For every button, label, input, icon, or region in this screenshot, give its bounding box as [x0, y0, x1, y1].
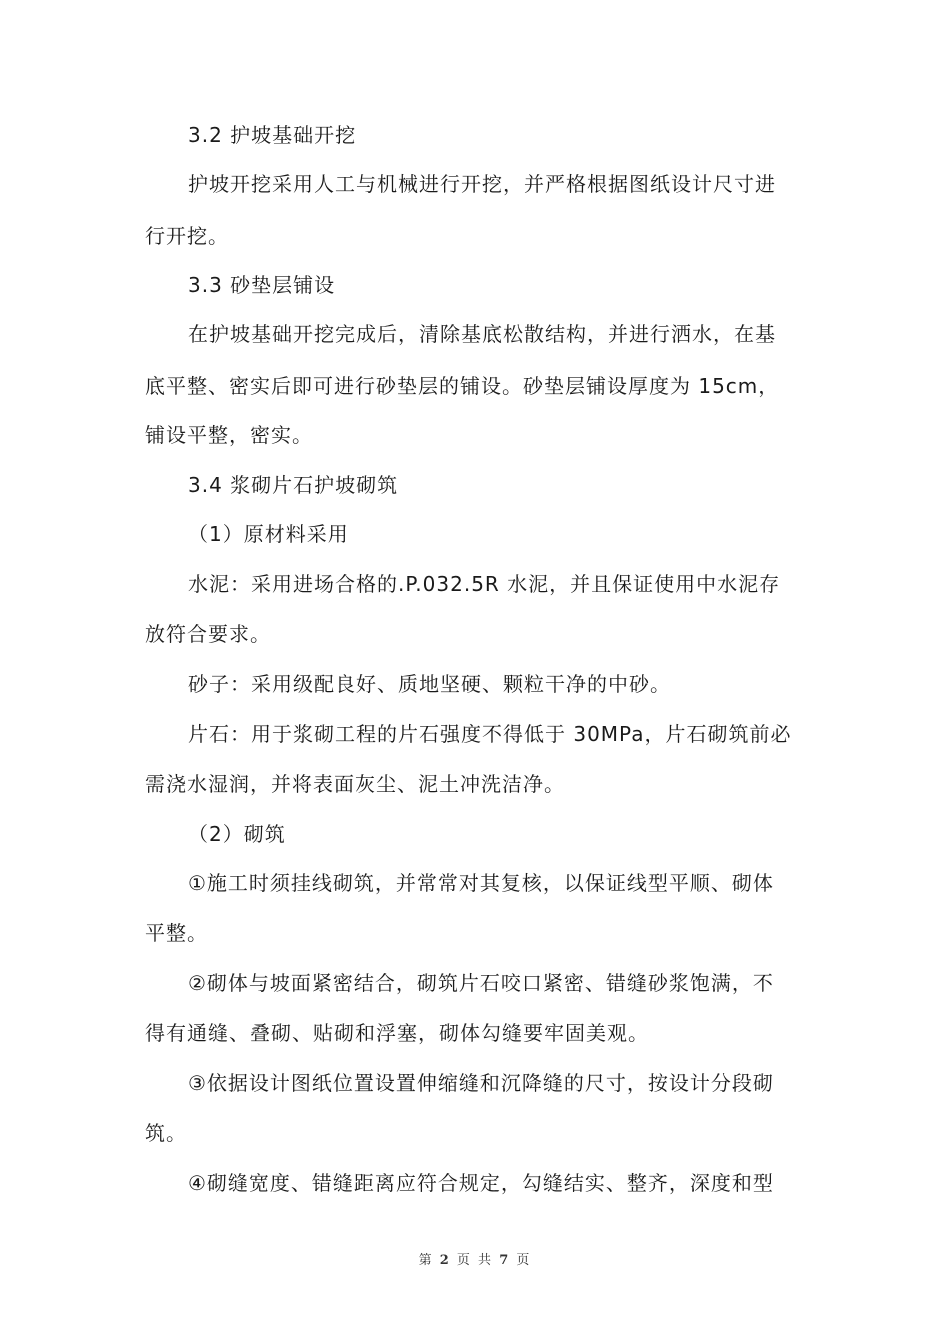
- paragraph-line: 在护坡基础开挖完成后，清除基底松散结构，并进行洒水，在基: [188, 322, 776, 346]
- current-page-number: 2: [439, 1253, 451, 1268]
- paragraph-line: 底平整、密实后即可进行砂垫层的铺设。砂垫层铺设厚度为 15cm，: [145, 374, 780, 398]
- total-page-number: 7: [499, 1253, 511, 1268]
- list-item-line: ②砌体与坡面紧密结合，砌筑片石咬口紧密、错缝砂浆饱满，不: [188, 971, 774, 995]
- paragraph-line: 砂子：采用级配良好、质地坚硬、颗粒干净的中砂。: [188, 672, 671, 696]
- footer-suffix: 页: [516, 1253, 532, 1268]
- paragraph-line: 铺设平整，密实。: [145, 423, 313, 447]
- list-item-line: ①施工时须挂线砌筑，并常常对其复核，以保证线型平顺、砌体: [188, 871, 774, 895]
- subsection-heading: （1）原材料采用: [188, 522, 349, 546]
- paragraph-line: 水泥：采用进场合格的.P.032.5R 水泥，并且保证使用中水泥存: [188, 572, 781, 596]
- paragraph-line: 需浇水湿润，并将表面灰尘、泥土冲洗洁净。: [145, 772, 565, 796]
- section-heading: 3.3 砂垫层铺设: [188, 273, 336, 297]
- list-item-line: ④砌缝宽度、错缝距离应符合规定，勾缝结实、整齐，深度和型: [188, 1171, 774, 1195]
- subsection-heading: （2）砌筑: [188, 822, 286, 846]
- section-heading: 3.4 浆砌片石护坡砌筑: [188, 473, 399, 497]
- list-item-line: ③依据设计图纸位置设置伸缩缝和沉降缝的尺寸，按设计分段砌: [188, 1071, 774, 1095]
- list-item-line: 筑。: [145, 1121, 187, 1145]
- footer-prefix: 第: [418, 1253, 434, 1268]
- paragraph-line: 行开挖。: [145, 224, 229, 248]
- paragraph-line: 放符合要求。: [145, 622, 271, 646]
- list-item-line: 平整。: [145, 921, 208, 945]
- page-footer: [0, 1249, 950, 1268]
- section-heading: 3.2 护坡基础开挖: [188, 123, 357, 147]
- list-item-line: 得有通缝、叠砌、贴砌和浮塞，砌体勾缝要牢固美观。: [145, 1021, 649, 1045]
- paragraph-line: 护坡开挖采用人工与机械进行开挖，并严格根据图纸设计尺寸进: [188, 172, 776, 196]
- paragraph-line: 片石：用于浆砌工程的片石强度不得低于 30MPa，片石砌筑前必: [188, 722, 792, 746]
- footer-middle: 页 共: [456, 1253, 494, 1268]
